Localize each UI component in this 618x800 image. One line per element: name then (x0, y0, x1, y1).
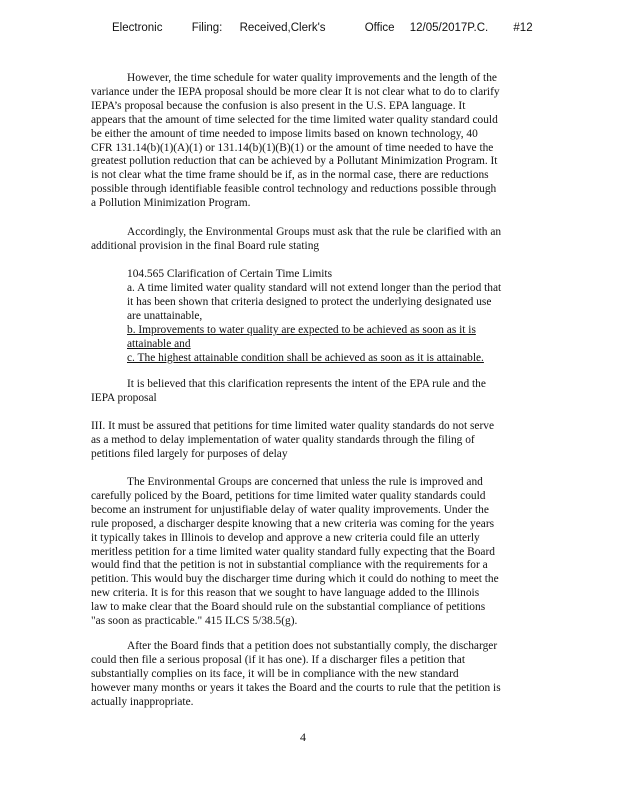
text-line: rule proposed, a discharger despite knowing that a new criteria was coming for the years (91, 517, 495, 530)
text-line: c. The highest attainable condition shall be achieved as soon as it is attainable. (127, 352, 484, 364)
text-line: IEPA proposal (91, 391, 157, 404)
paragraph-concerned (91, 476, 581, 629)
text-line: meritless petition for a time limited water quality standard fully expecting that the Board (91, 545, 495, 558)
text-line: petition. This would buy the discharger time during which it could do nothing to meet the (91, 573, 499, 586)
header-office: Office (364, 22, 395, 34)
text-line: are unattainable, (127, 309, 203, 322)
text-line: variance under the IEPA proposal should be more clear It is not clear what to do to clarify (91, 85, 500, 98)
text-line: could then file a serious proposal (if it has one). If a discharger files a petition that (91, 653, 465, 666)
filing-header (112, 22, 533, 34)
text-line: be either the amount of time needed to impose limits based on known technology, 40 (91, 127, 478, 140)
text-line: The Environmental Groups are concerned that unless the rule is improved and (127, 476, 483, 488)
text-line: a. A time limited water quality standard will not extend longer than the period that (127, 281, 502, 294)
text-line: new criteria. It is for this reason that we sought to have language added to the Illinois (91, 587, 480, 600)
text-line: appears that the amount of time selected for the time limited water quality standard could (91, 113, 498, 126)
text-line: b. Improvements to water quality are expected to be achieved as soon as it is (127, 324, 476, 336)
header-electronic: Electronic (112, 22, 163, 34)
paragraph-accordingly (91, 226, 581, 254)
text-line: Accordingly, the Environmental Groups must ask that the rule be clarified with an (127, 226, 502, 238)
section-iii-heading (91, 420, 581, 462)
proposed-rule-item-b (127, 324, 567, 352)
proposed-rule-text (127, 268, 567, 324)
text-line: it has been shown that criteria designed to protect the underlying designated use (127, 295, 492, 308)
text-line: become an instrument for unjustifiable delay of water quality improvements. Under the (91, 503, 489, 516)
text-line: It is believed that this clarification represents the intent of the EPA rule and the (127, 378, 486, 390)
header-date: 12/05/2017P.C. (409, 22, 489, 34)
text-line: it typically takes in Illinois to develop and approve a new criteria could file an utterly (91, 531, 480, 544)
text-line: possible through identifiable feasible control technology and reductions possible through (91, 183, 497, 196)
header-number: #12 (513, 22, 533, 34)
text-line: petitions filed largely for purposes of delay (91, 447, 288, 460)
header-received: Received,Clerk's (239, 22, 326, 34)
paragraph-believed (91, 378, 581, 406)
text-line: attainable and (127, 337, 191, 350)
text-line: IEPA’s proposal because the confusion is also present in the U.S. EPA language. It (91, 99, 466, 112)
text-line: is not clear what the time frame should be if, as in the normal case, there are reductions (91, 169, 489, 182)
text-line: III. It must be assured that petitions for time limited water quality standards do not serve (91, 420, 495, 432)
text-line: After the Board finds that a petition does not substantially comply, the discharger (127, 640, 498, 652)
text-line: however many months or years it takes the Board and the courts to rule that the petition is (91, 681, 501, 694)
text-line: law to make clear that the Board should rule on the substantial compliance of petitions (91, 601, 486, 614)
text-line: "as soon as practicable." 415 ILCS 5/38.5(g). (91, 615, 298, 628)
text-line: a Pollution Minimization Program. (91, 197, 251, 210)
text-line: carefully policed by the Board, petitions for time limited water quality standards could (91, 489, 486, 502)
text-line: greatest pollution reduction that can be achieved by a Pollutant Minimization Program. It (91, 155, 498, 168)
text-line: However, the time schedule for water quality improvements and the length of the (127, 72, 497, 84)
paragraph-time-schedule (91, 72, 581, 211)
text-line: would find that the petition is not in substantial compliance with the requirements for a (91, 559, 488, 572)
proposed-rule-item-c (127, 352, 567, 366)
text-line: 104.565 Clarification of Certain Time Limits (127, 268, 333, 280)
header-filing: Filing: (191, 22, 223, 34)
paragraph-after-board (91, 640, 581, 710)
text-line: as a method to delay implementation of water quality standards through the filing of (91, 433, 475, 446)
text-line: additional provision in the final Board rule stating (91, 239, 320, 252)
text-line: actually inappropriate. (91, 695, 194, 708)
page-number: 4 (300, 730, 306, 744)
text-line: substantially complies on its face, it will be in compliance with the new standard (91, 667, 459, 680)
text-line: CFR 131.14(b)(1)(A)(1) or 131.14(b)(1)(B)(1) or the amount of time needed to have the (91, 141, 494, 154)
